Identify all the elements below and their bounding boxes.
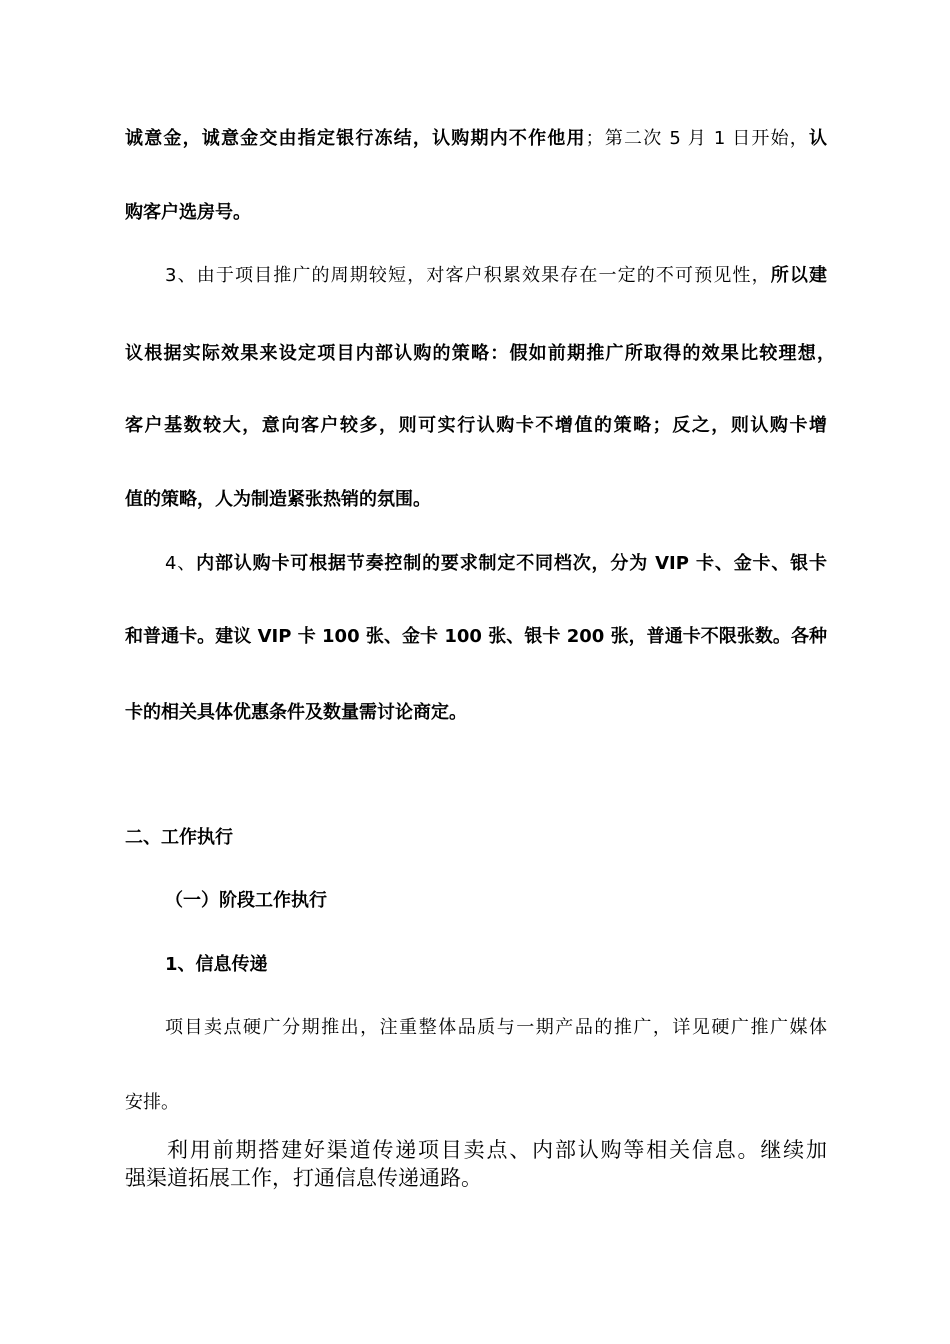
- paragraph-line: [125, 126, 827, 152]
- paragraph-line: 强渠道拓展工作，打通信息传递通路。: [125, 1166, 482, 1190]
- paragraph-line: 安排。: [125, 1092, 179, 1113]
- paragraph-line: 项目卖点硬广分期推出，注重整体品质与一期产品的推广，详见硬广推广媒体: [165, 1017, 827, 1038]
- paragraph-line: 客户基数较大，意向客户较多，则可实行认购卡不增值的策略；反之，则认购卡增: [125, 415, 827, 436]
- paragraph-line: 利用前期搭建好渠道传递项目卖点、内部认购等相关信息。继续加: [167, 1138, 827, 1162]
- item-heading: 1、信息传递: [165, 954, 268, 975]
- paragraph-line: 议根据实际效果来设定项目内部认购的策略：假如前期推广所取得的效果比较理想，: [125, 343, 835, 364]
- regular-text: ；第二次 5 月 1 日开始，: [585, 128, 809, 149]
- paragraph-line: [165, 263, 827, 289]
- bold-text: 认: [809, 128, 827, 149]
- paragraph-line: 值的策略，人为制造紧张热销的氛围。: [125, 489, 431, 510]
- paragraph-line: 购客户选房号。: [125, 202, 251, 223]
- section-heading: 二、工作执行: [125, 827, 233, 848]
- paragraph-line: 和普通卡。建议 VIP 卡 100 张、金卡 100 张、银卡 200 张，普通卡不限张数。各种: [125, 626, 827, 647]
- bold-text: 内部认购卡可根据节奏控制的要求制定不同档次，分为 VIP 卡、金卡、银卡: [196, 553, 828, 574]
- paragraph-line: [165, 551, 827, 577]
- regular-text: 4、: [165, 553, 197, 574]
- subsection-heading: （一）阶段工作执行: [165, 890, 327, 911]
- bold-text: 诚意金，诚意金交由指定银行冻结，认购期内不作他用: [125, 128, 586, 149]
- paragraph-line: 卡的相关具体优惠条件及数量需讨论商定。: [125, 702, 467, 723]
- bold-text: 所以建: [770, 265, 828, 286]
- regular-text: 3、由于项目推广的周期较短，对客户积累效果存在一定的不可预见性，: [165, 265, 771, 286]
